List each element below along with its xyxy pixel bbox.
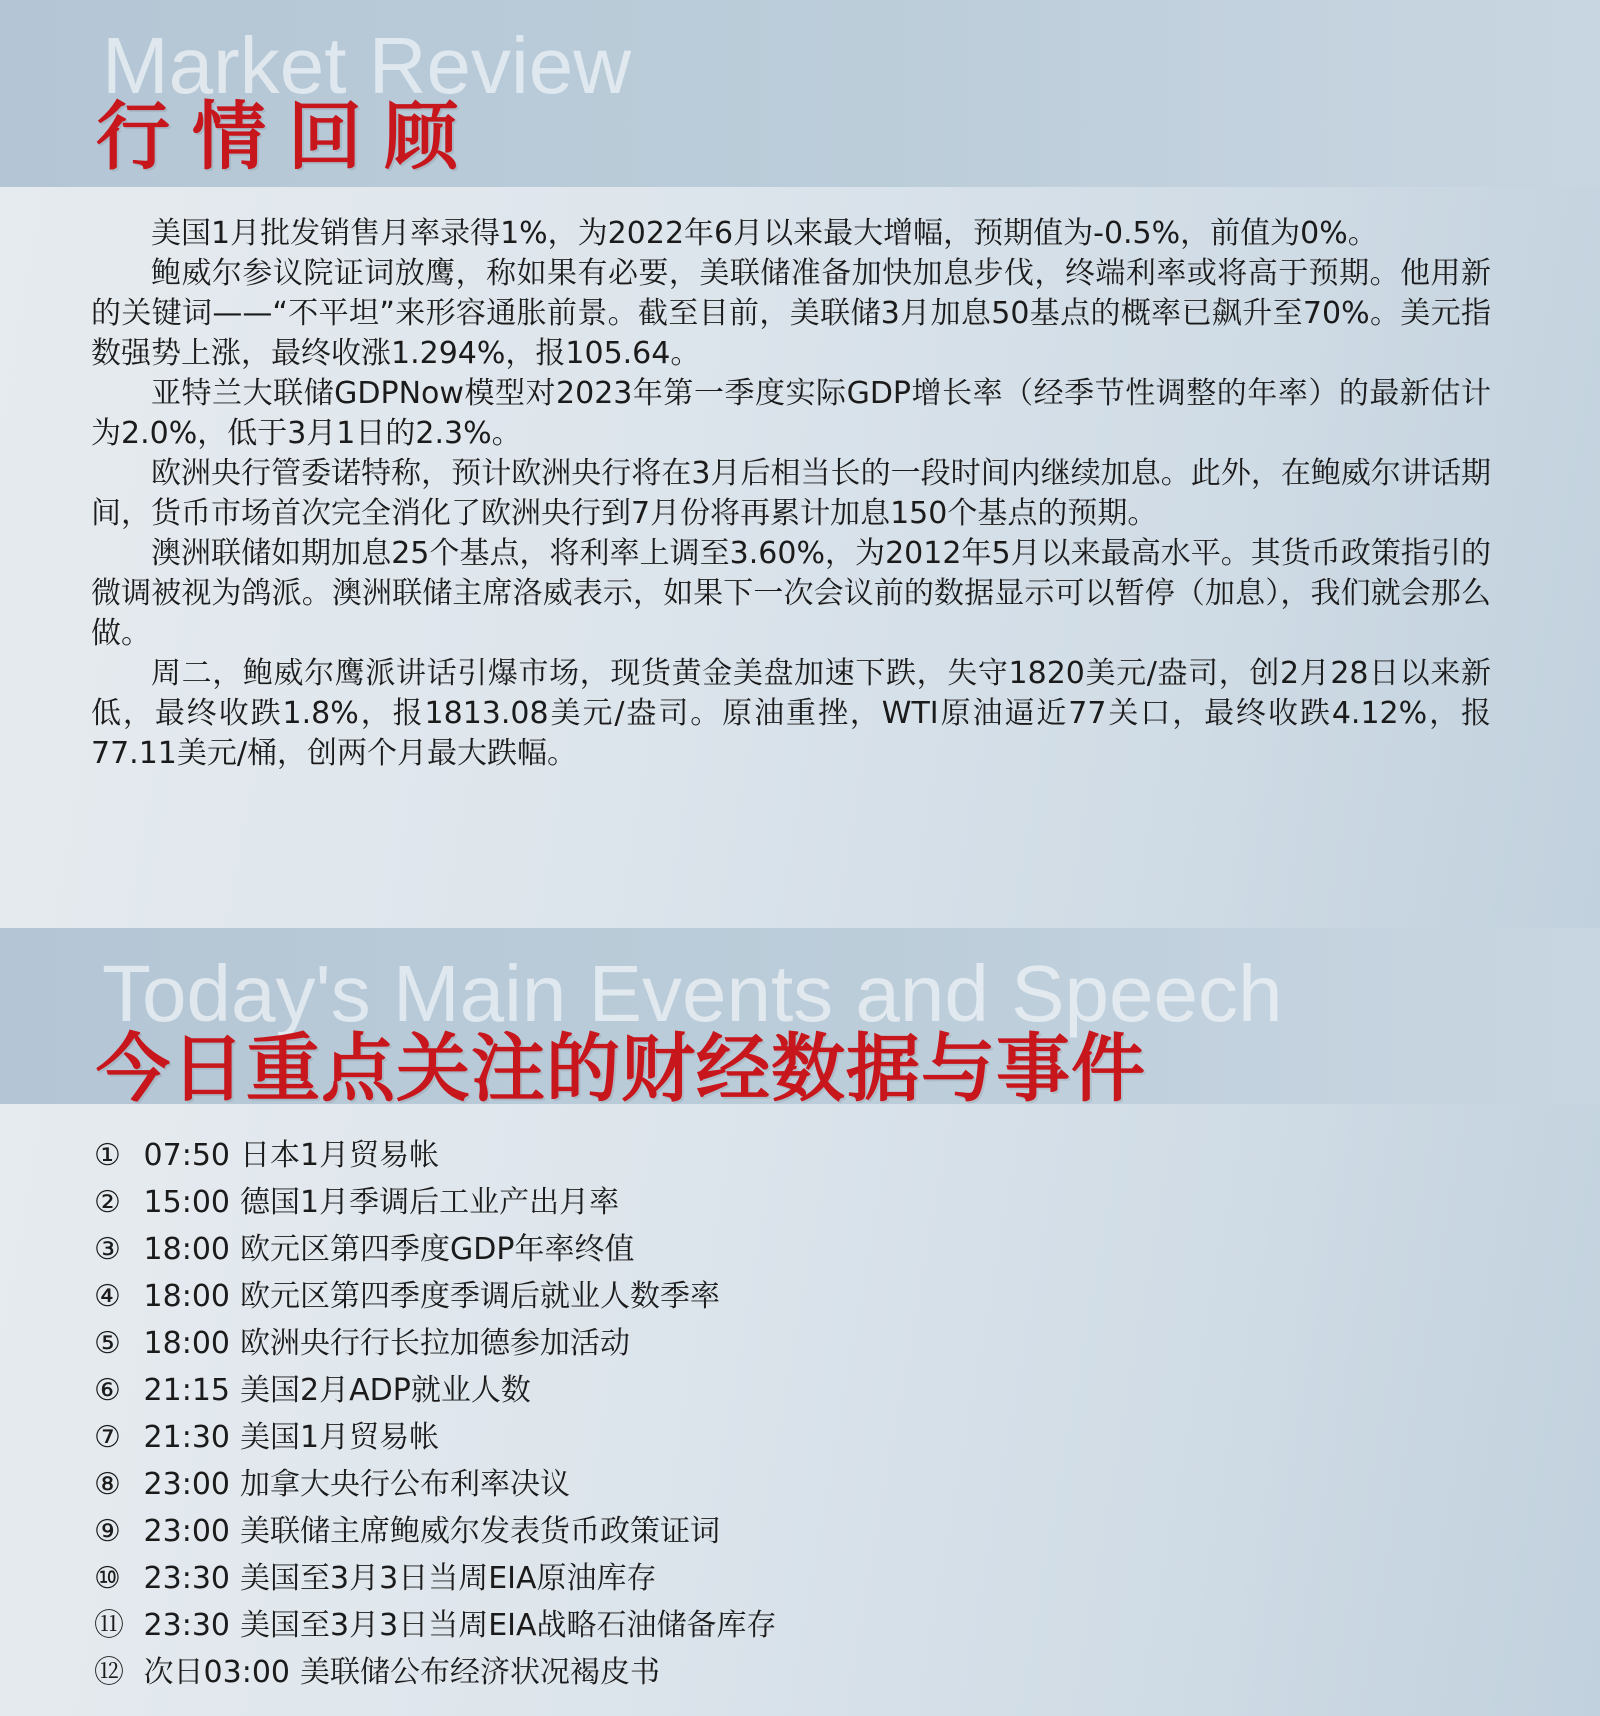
paragraph: 亚特兰大联储GDPNow模型对2023年第一季度实际GDP增长率（经季节性调整的年率）的最新估计为2.0%，低于3月1日的2.3%。: [91, 376, 1491, 451]
event-item: [94, 1273, 777, 1320]
event-number: ⑧: [94, 1467, 121, 1502]
event-time: 15:00: [143, 1185, 231, 1220]
events-title: 今日重点关注的财经数据与事件: [96, 1026, 1146, 1112]
event-item: [94, 1132, 777, 1179]
event-text: 德国1月季调后工业产出月率: [240, 1185, 620, 1220]
event-text: 欧元区第四季度GDP年率终值: [240, 1232, 635, 1267]
event-time: 21:15: [143, 1373, 231, 1408]
event-text: 美国至3月3日当周EIA战略石油储备库存: [240, 1608, 777, 1643]
event-text: 加拿大央行公布利率决议: [240, 1467, 571, 1502]
event-number: ②: [94, 1185, 121, 1220]
paragraph: 欧洲央行管委诺特称，预计欧洲央行将在3月后相当长的一段时间内继续加息。此外，在鲍威尔讲话期间，货币市场首次完全消化了欧洲央行到7月份将再累计加息150个基点的预期。: [91, 456, 1491, 531]
market-review-title: 行情回顾: [96, 94, 480, 180]
event-number: ⑥: [94, 1373, 121, 1408]
event-number: ③: [94, 1232, 121, 1267]
event-text: 美国1月贸易帐: [240, 1420, 440, 1455]
event-time: 07:50: [143, 1138, 231, 1173]
event-item: [94, 1508, 777, 1555]
event-item: [94, 1414, 777, 1461]
event-text: 欧洲央行行长拉加德参加活动: [240, 1326, 631, 1361]
event-number: ④: [94, 1279, 121, 1314]
event-text: 日本1月贸易帐: [240, 1138, 440, 1173]
event-item: [94, 1179, 777, 1226]
event-time: 18:00: [143, 1232, 231, 1267]
event-time: 次日03:00: [143, 1655, 291, 1690]
event-number: ⑨: [94, 1514, 121, 1549]
paragraph: 鲍威尔参议院证词放鹰，称如果有必要，美联储准备加快加息步伐，终端利率或将高于预期。他用新的关键词——“不平坦”来形容通胀前景。截至目前，美联储3月加息50基点的概率已飙升至70%。美元指数强势上涨，最终收涨1.294%，报105.64。: [91, 256, 1491, 371]
event-time: 23:00: [143, 1514, 231, 1549]
event-number: ⑤: [94, 1326, 121, 1361]
paragraph: 美国1月批发销售月率录得1%，为2022年6月以来最大增幅，预期值为-0.5%，前值为0%。: [151, 216, 1378, 251]
event-time: 23:30: [143, 1608, 231, 1643]
event-text: 美联储公布经济状况褐皮书: [300, 1655, 661, 1690]
event-number: ⑩: [94, 1561, 121, 1596]
event-item: [94, 1649, 777, 1696]
event-number: ⑪: [94, 1608, 124, 1643]
event-number: ⑫: [94, 1655, 124, 1690]
event-number: ①: [94, 1138, 121, 1173]
event-time: 21:30: [143, 1420, 231, 1455]
event-time: 18:00: [143, 1279, 231, 1314]
market-review-body: [91, 214, 1491, 774]
event-time: 18:00: [143, 1326, 231, 1361]
event-item: [94, 1320, 777, 1367]
paragraph: 澳洲联储如期加息25个基点，将利率上调至3.60%，为2012年5月以来最高水平。其货币政策指引的微调被视为鸽派。澳洲联储主席洛威表示，如果下一次会议前的数据显示可以暂停（加息），我们就会那么做。: [91, 536, 1491, 651]
event-time: 23:00: [143, 1467, 231, 1502]
event-item: [94, 1461, 777, 1508]
event-text: 美联储主席鲍威尔发表货币政策证词: [240, 1514, 721, 1549]
market-review-ghost-title: Market Review: [102, 21, 632, 110]
event-item: [94, 1226, 777, 1273]
event-item: [94, 1602, 777, 1649]
paragraph: 周二，鲍威尔鹰派讲话引爆市场，现货黄金美盘加速下跌，失守1820美元/盎司，创2月28日以来新低，最终收跌1.8%，报1813.08美元/盎司。原油重挫，WTI原油逼近77关口，最终收跌4.12%，报77.11美元/桶，创两个月最大跌幅。: [91, 656, 1491, 771]
event-text: 美国2月ADP就业人数: [240, 1373, 531, 1408]
events-ghost-title: Today's Main Events and Speech: [102, 949, 1283, 1038]
event-number: ⑦: [94, 1420, 121, 1455]
event-text: 欧元区第四季度季调后就业人数季率: [240, 1279, 721, 1314]
events-list: [94, 1132, 777, 1696]
event-text: 美国至3月3日当周EIA原油库存: [240, 1561, 657, 1596]
event-item: [94, 1367, 777, 1414]
event-time: 23:30: [143, 1561, 231, 1596]
event-item: [94, 1555, 777, 1602]
